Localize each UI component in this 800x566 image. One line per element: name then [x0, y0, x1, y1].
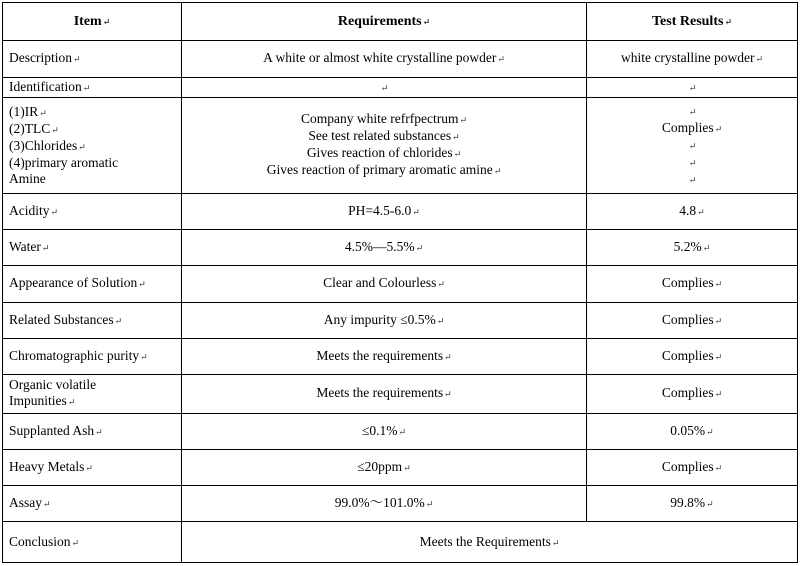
header-requirements: Requirements↵ [182, 3, 587, 41]
table-row-identification-tests [3, 97, 798, 193]
item-cell: Supplanted Ash↵ [3, 413, 182, 449]
header-item: Item↵ [3, 3, 182, 41]
result-cell: 99.8%↵ [587, 486, 798, 522]
table-row-acidity [3, 193, 798, 229]
result-cell: Complies↵ [587, 449, 798, 485]
item-cell: (1)IR↵ (2)TLC↵ (3)Chlorides↵ (4)primary aromatic Amine [3, 97, 182, 193]
requirement-cell: Clear and Colourless↵ [182, 266, 587, 302]
result-cell: Complies↵ [587, 375, 798, 413]
header-row [3, 3, 798, 41]
item-cell: Conclusion↵ [3, 522, 182, 563]
requirement-cell: PH=4.5-6.0↵ [182, 193, 587, 229]
result-cell: ↵ Complies↵ ↵ ↵ ↵ [587, 97, 798, 193]
table-row-related-substances [3, 302, 798, 338]
table-row-appearance [3, 266, 798, 302]
specification-table [2, 2, 798, 563]
requirement-cell: ≤0.1%↵ [182, 413, 587, 449]
item-cell: Water↵ [3, 229, 182, 265]
requirement-cell: ↵ [182, 77, 587, 97]
table-row-supplanted-ash [3, 413, 798, 449]
table-row-chromatographic [3, 338, 798, 374]
result-cell: ↵ [587, 77, 798, 97]
item-cell: Description↵ [3, 41, 182, 77]
table-row-heavy-metals [3, 449, 798, 485]
table-row-assay [3, 486, 798, 522]
result-cell: Complies↵ [587, 266, 798, 302]
table-row-water [3, 229, 798, 265]
result-cell: Complies↵ [587, 338, 798, 374]
item-cell: Organic volatile Impunities↵ [3, 375, 182, 413]
item-cell: Heavy Metals↵ [3, 449, 182, 485]
requirement-cell: 99.0%～101.0%↵ [182, 486, 587, 522]
result-cell: 0.05%↵ [587, 413, 798, 449]
requirement-cell: 4.5%—5.5%↵ [182, 229, 587, 265]
item-cell: Appearance of Solution↵ [3, 266, 182, 302]
requirement-cell: Any impurity ≤0.5%↵ [182, 302, 587, 338]
requirement-cell: ≤20ppm↵ [182, 449, 587, 485]
requirement-cell: Meets the requirements↵ [182, 338, 587, 374]
item-cell: Identification↵ [3, 77, 182, 97]
conclusion-cell: Meets the Requirements↵ [182, 522, 798, 563]
item-cell: Related Substances↵ [3, 302, 182, 338]
table-row-description [3, 41, 798, 77]
item-cell: Assay↵ [3, 486, 182, 522]
result-cell: Complies↵ [587, 302, 798, 338]
table-row-organic-volatile [3, 375, 798, 413]
item-cell: Chromatographic purity↵ [3, 338, 182, 374]
table-row-identification [3, 77, 798, 97]
result-cell: 4.8↵ [587, 193, 798, 229]
requirement-cell: Company white refrfpectrum↵ See test related substances↵ Gives reaction of chlorides↵ Gives reaction of primary aromatic amine↵ [182, 97, 587, 193]
table-row-conclusion [3, 522, 798, 563]
header-test-results: Test Results↵ [587, 3, 798, 41]
item-cell: Acidity↵ [3, 193, 182, 229]
requirement-cell: A white or almost white crystalline powder↵ [182, 41, 587, 77]
result-cell: 5.2%↵ [587, 229, 798, 265]
result-cell: white crystalline powder↵ [587, 41, 798, 77]
requirement-cell: Meets the requirements↵ [182, 375, 587, 413]
